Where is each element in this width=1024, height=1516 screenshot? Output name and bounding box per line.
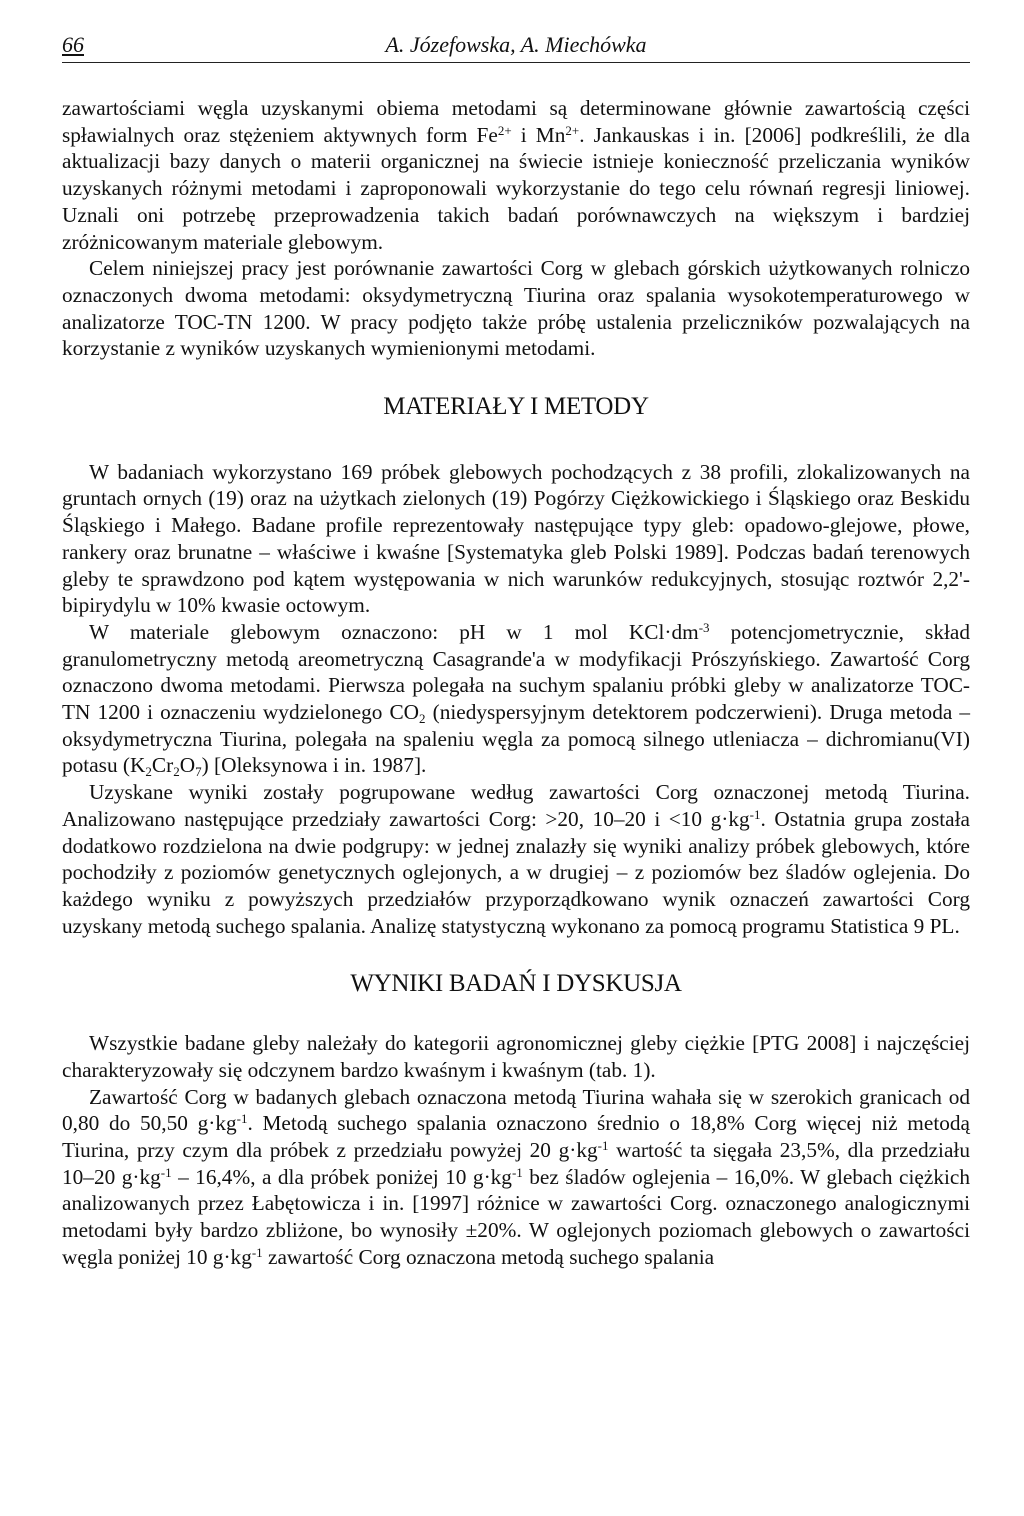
methods-paragraph-2: W materiale glebowym oznaczono: pH w 1 mol $KCl\cdot dm^{-3}$ potencjometrycznie, skład granulometryczny metodą areometryczną Casagrande'a w modyfikacji Prószyńskiego. Zawartość Corg oznaczono dwoma metodami. Pierwsza polegała na suchym spalaniu próbki gleby w analizatorze TOC-TN 1200 i oznaczeniu wydzielonego $CO_2$ (niedyspersyjnym detektorem podczerwieni). Druga metoda – oksydymetryczna Tiurina, polegała na spaleniu węgla za pomocą silnego utleniacza – dichromianu(VI) potasu $(K_2Cr_2O_7)$ [Oleksynowa i in. 1987]. [62,619,971,780]
section-heading-results: WYNIKI BADAŃ I DYSKUSJA [350,970,682,998]
running-header-authors: A. Józefowska, A. Miechówka [385,32,647,57]
results-paragraph-1: Wszystkie badane gleby należały do kategorii agronomicznej gleby ciężkie [PTG 2008] i najczęściej charakteryzowały się odczynem bardzo kwaśnym i kwaśnym (tab. 1). [62,1031,970,1082]
methods-paragraph-1: W badaniach wykorzystano 169 próbek glebowych pochodzących z 38 profili, zlokalizowanych na gruntach ornych (19) oraz na użytkach zielonych (19) Pogórzy Ciężkowickiego i Śląskiego oraz Beskidu Śląskiego i Małego. Badane profile reprezentowały następujące typy gleb: opadowo-glejowe, płowe, rankery oraz brunatne – właściwe i kwaśne [Systematyka gleb Polski 1989]. Podczas badań terenowych gleby te sprawdzono pod kątem występowania w nich warunków redukcyjnych, stosując roztwór 2,2'-bipirydylu w 10% kwasie octowym. [62,459,970,618]
page-number: 66 [62,32,84,57]
intro-paragraph-2: Celem niniejszej pracy jest porównanie zawartości Corg w glebach górskich użytkowanych rolniczo oznaczonych dwoma metodami: oksydymetryczną Tiurina oraz spalania wysokotemperaturowego w analizatorze TOC-TN 1200. W pracy podjęto także próbę ustalenia przeliczników pozwalających na korzystanie z wyników uzyskanych wymienionymi metodami. [62,256,970,361]
methods-paragraph-3: Uzyskane wyniki zostały pogrupowane według zawartości Corg oznaczonej metodą Tiurina. Analizowano następujące przedziały zawartości Corg: >20, 10–20 i <10 $g\cdot kg^{-1}$. Ostatnia grupa została dodatkowo rozdzielona na dwie podgrupy: w jednej znalazły się wyniki analizy próbek glebowych, które pochodziły z poziomów genetycznych oglejonych, a w drugiej – z poziomów bez śladów oglejenia. Do każdego wyniku z powyższych przedziałów przyporządkowano wynik oznaczeń zawartości Corg uzyskany metodą suchego spalania. Analizę statystyczną wykonano za pomocą programu Statistica 9 PL. [62,780,970,938]
article-body [62,95,970,1270]
results-paragraph-2: Zawartość Corg w badanych glebach oznaczona metodą Tiurina wahała się w szerokich granicach od 0,80 do 50,50 $g\cdot kg^{-1}$. Metodą suchego spalania oznaczono średnio o 18,8% Corg więcej niż metodą Tiurina, przy czym dla próbek z przedziału powyżej 20 $g\cdot kg^{-1}$ wartość ta sięgała 23,5%, dla przedziału 10–20 $g\cdot kg^{-1} - 16,4\%$, a dla próbek poniżej 10 $g\cdot kg^{-1}$ bez śladów oglejenia – 16,0%. W glebach ciężkich analizowanych przez Łabętowicza i in. [1997] różnice w zawartości Corg. oznaczonego analogicznymi metodami były bardzo zbliżone, bo wynosiły ±20%. W oglejonych poziomach glebowych o zawartości węgla poniżej 10 $g\cdot kg^{-1}$ zawartość Corg oznaczona metodą suchego spalania [62,1084,970,1269]
running-header [62,28,970,63]
intro-paragraph-1: zawartościami węgla uzyskanymi obiema metodami są determinowane głównie zawartością części spławialnych oraz stężeniem aktywnych form $Fe^{2+}$ i $Mn^{2+}$. Jankauskas i in. [2006] podkreślili, że dla aktualizacji bazy danych o materii organicznej na świecie istnieje konieczność przeliczania wyników uzyskanych różnymi metodami i zaproponowali wykorzystanie do tego celu równań regresji liniowej. Uznali oni potrzebę przeprowadzenia takich badań porównawczych na większym i bardziej zróżnicowanym materiale glebowym. [62,96,970,254]
section-heading-methods: MATERIAŁY I METODY [383,393,649,421]
